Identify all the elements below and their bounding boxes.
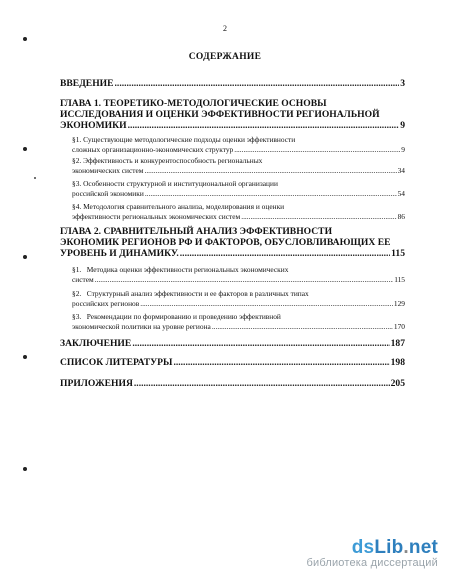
toc-entry-label: ВВЕДЕНИЕ [60,78,114,89]
toc-entry-label: §3. Рекомендации по формированию и проведению эффективной [72,312,281,321]
toc-entry-label: УРОВЕНЬ И ДИНАМИКУ. [60,248,179,259]
toc-entry-label: ПРИЛОЖЕНИЯ [60,378,133,389]
binder-dot [34,177,36,179]
binder-dot [23,255,27,259]
toc-entry-label: ГЛАВА 1. ТЕОРЕТИКО-МЕТОДОЛОГИЧЕСКИЕ ОСНОВЫ [60,98,327,109]
toc-entry-label: российских регионов [72,298,140,308]
toc-entry-chapter-2[interactable] [60,226,405,259]
dot-leader [132,338,389,349]
toc-page-number: 3 [400,78,405,89]
dot-leader [95,275,393,285]
toc-entry-label: ЭКОНОМИКИ [60,120,127,131]
toc-entry-label: ЗАКЛЮЧЕНИЕ [60,338,132,349]
brand-lib: Lib [374,537,404,558]
toc-entry-label: сложных организационно-экономических структур [72,144,234,154]
toc-entry-label: экономической политики на уровне региона [72,321,211,331]
toc-entry-section-2-3[interactable] [72,312,405,331]
toc-page-number: 198 [390,357,405,368]
toc-entry-label: §2. Эффективность и конкурентоспособность региональных [72,156,263,165]
toc-page-number: 205 [390,378,405,389]
dot-leader [128,120,400,131]
toc-entry-chapter-1[interactable] [60,98,405,131]
dot-leader [241,212,396,222]
dot-leader [134,378,390,389]
brand-dot: . [403,537,409,558]
toc-entry-label: ГЛАВА 2. СРАВНИТЕЛЬНЫЙ АНАЛИЗ ЭФФЕКТИВНОСТИ [60,226,333,237]
toc-entry-section-1-4[interactable] [72,202,405,221]
brand-ds: ds [351,537,375,558]
page-number: 2 [223,24,227,33]
toc-page-number: 54 [397,188,405,198]
toc-page-number: 9 [400,120,405,131]
dot-leader [212,322,393,332]
toc-entry-references[interactable] [60,357,405,368]
dot-leader [115,78,400,89]
dot-leader [140,299,393,309]
toc-entry-label: §3. Особенности структурной и институциональной организации [72,179,278,188]
toc-entry-appendices[interactable] [60,378,405,389]
binder-dot [23,467,27,471]
brand-logo [306,537,438,559]
toc-page-number: 9 [401,144,405,154]
brand-net: net [408,537,438,558]
toc-entry-section-1-3[interactable] [72,179,405,198]
binder-dot [23,355,27,359]
page-title: СОДЕРЖАНИЕ [188,52,262,62]
dot-leader [144,166,396,176]
brand-tagline: библиотека диссертаций [306,557,438,569]
toc-entry-label: эффективности региональных экономических систем [72,211,241,221]
toc-entry-label: экономических систем [72,165,144,175]
dot-leader [173,357,389,368]
dot-leader [145,189,397,199]
toc-page-number: 129 [393,298,405,308]
toc-entry-section-1-2[interactable] [72,156,405,175]
toc-entry-label: ИССЛЕДОВАНИЯ И ОЦЕНКИ ЭФФЕКТИВНОСТИ РЕГИОНАЛЬНОЙ [60,109,380,120]
toc-entry-label: российской экономики [72,188,144,198]
toc-entry-conclusion[interactable] [60,338,405,349]
binder-dot [23,37,27,41]
toc-entry-label: систем [72,274,94,284]
site-watermark[interactable] [306,537,438,569]
toc-page-number: 115 [394,274,405,284]
toc-entry-label: §1. Методика оценки эффективности региональных экономических [72,265,289,274]
toc-entry-section-2-2[interactable] [72,289,405,308]
toc-page-number: 187 [390,338,405,349]
toc-entry-label: §4. Методология сравнительного анализа, моделирования и оценки [72,202,285,211]
toc-entry-section-2-1[interactable] [72,265,405,284]
toc-page-number: 115 [391,248,405,259]
dot-leader [180,248,390,259]
binder-dot [23,147,27,151]
toc-entry-section-1-1[interactable] [72,135,405,154]
toc-page-number: 170 [393,321,405,331]
toc-entry-label: §2. Структурный анализ эффективности и ее факторов в различных типах [72,289,309,298]
toc-page-number: 86 [397,211,405,221]
toc-page-number: 34 [397,165,405,175]
dot-leader [234,145,400,155]
toc-entry-intro[interactable] [60,78,405,89]
toc-entry-label: §1. Существующие методологические подходы оценки эффективности [72,135,296,144]
toc-entry-label: ЭКОНОМИК РЕГИОНОВ РФ И ФАКТОРОВ, ОБУСЛОВЛИВАЮЩИХ ЕЕ [60,237,391,248]
toc-entry-label: СПИСОК ЛИТЕРАТУРЫ [60,357,173,368]
